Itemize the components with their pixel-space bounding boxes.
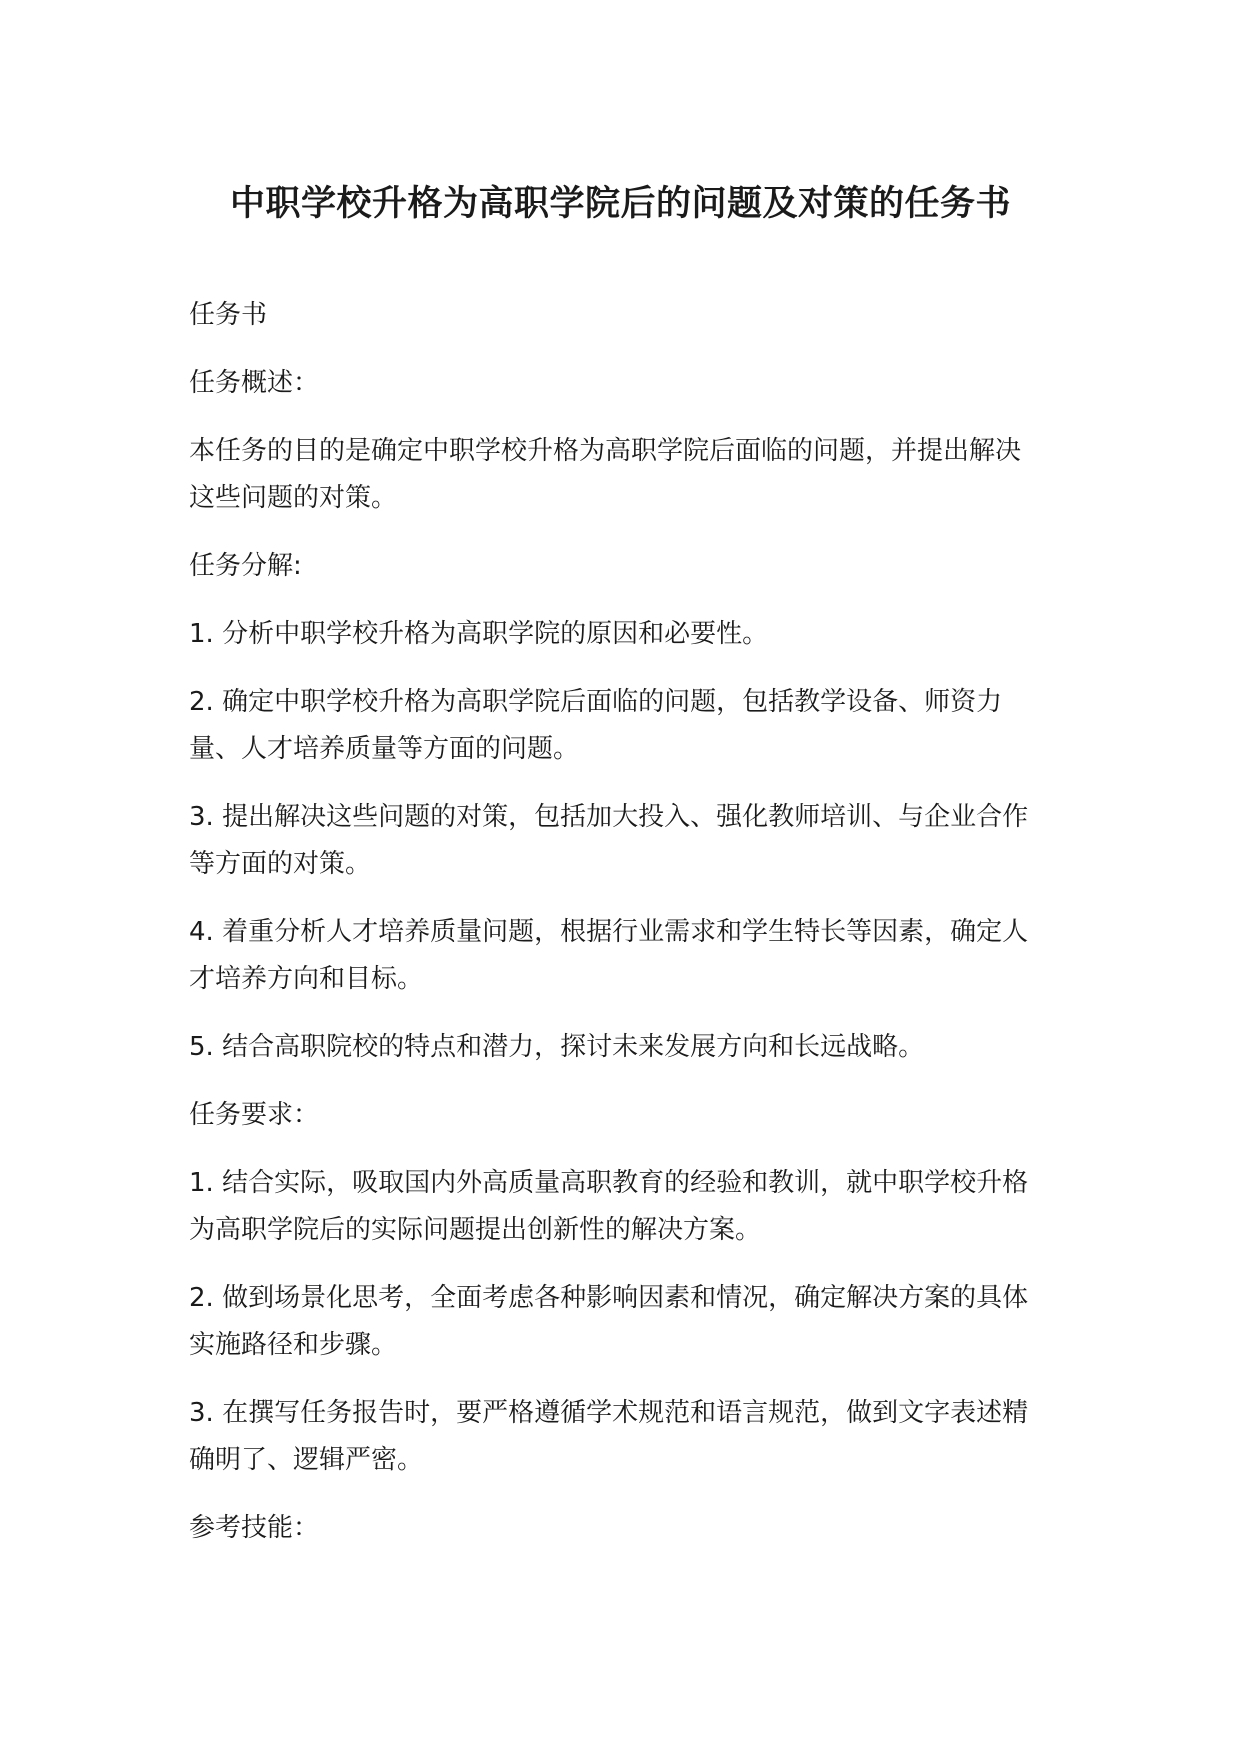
breakdown-item-4: 4. 着重分析人才培养质量问题，根据行业需求和学生特长等因素，确定人才培养方向和目标。: [189, 917, 1029, 994]
heading-task-breakdown: 任务分解:: [189, 551, 302, 581]
heading-task-overview: 任务概述：: [189, 368, 320, 398]
document-title: 中职学校升格为高职学院后的问题及对策的任务书: [229, 184, 1011, 224]
document-body: [189, 292, 1039, 1573]
requirement-item-3: 3. 在撰写任务报告时，要严格遵循学术规范和语言规范，做到文字表述精确明了、逻辑严密。: [189, 1398, 1029, 1475]
heading-task-requirements: 任务要求：: [189, 1100, 320, 1130]
breakdown-item-1: 1. 分析中职学校升格为高职学院的原因和必要性。: [189, 619, 769, 649]
requirement-item-1: 1. 结合实际，吸取国内外高质量高职教育的经验和教训，就中职学校升格为高职学院后的实际问题提出创新性的解决方案。: [189, 1168, 1029, 1245]
heading-reference-skills: 参考技能：: [189, 1513, 320, 1543]
breakdown-item-3: 3. 提出解决这些问题的对策，包括加大投入、强化教师培训、与企业合作等方面的对策。: [189, 802, 1029, 879]
requirement-item-2: 2. 做到场景化思考，全面考虑各种影响因素和情况，确定解决方案的具体实施路径和步骤。: [189, 1283, 1029, 1360]
heading-task-book: 任务书: [189, 300, 268, 330]
breakdown-item-5: 5. 结合高职院校的特点和潜力，探讨未来发展方向和长远战略。: [189, 1032, 925, 1062]
breakdown-item-2: 2. 确定中职学校升格为高职学院后面临的问题，包括教学设备、师资力量、人才培养质量等方面的问题。: [189, 687, 1003, 764]
overview-text: 本任务的目的是确定中职学校升格为高职学院后面临的问题，并提出解决这些问题的对策。: [189, 436, 1022, 513]
